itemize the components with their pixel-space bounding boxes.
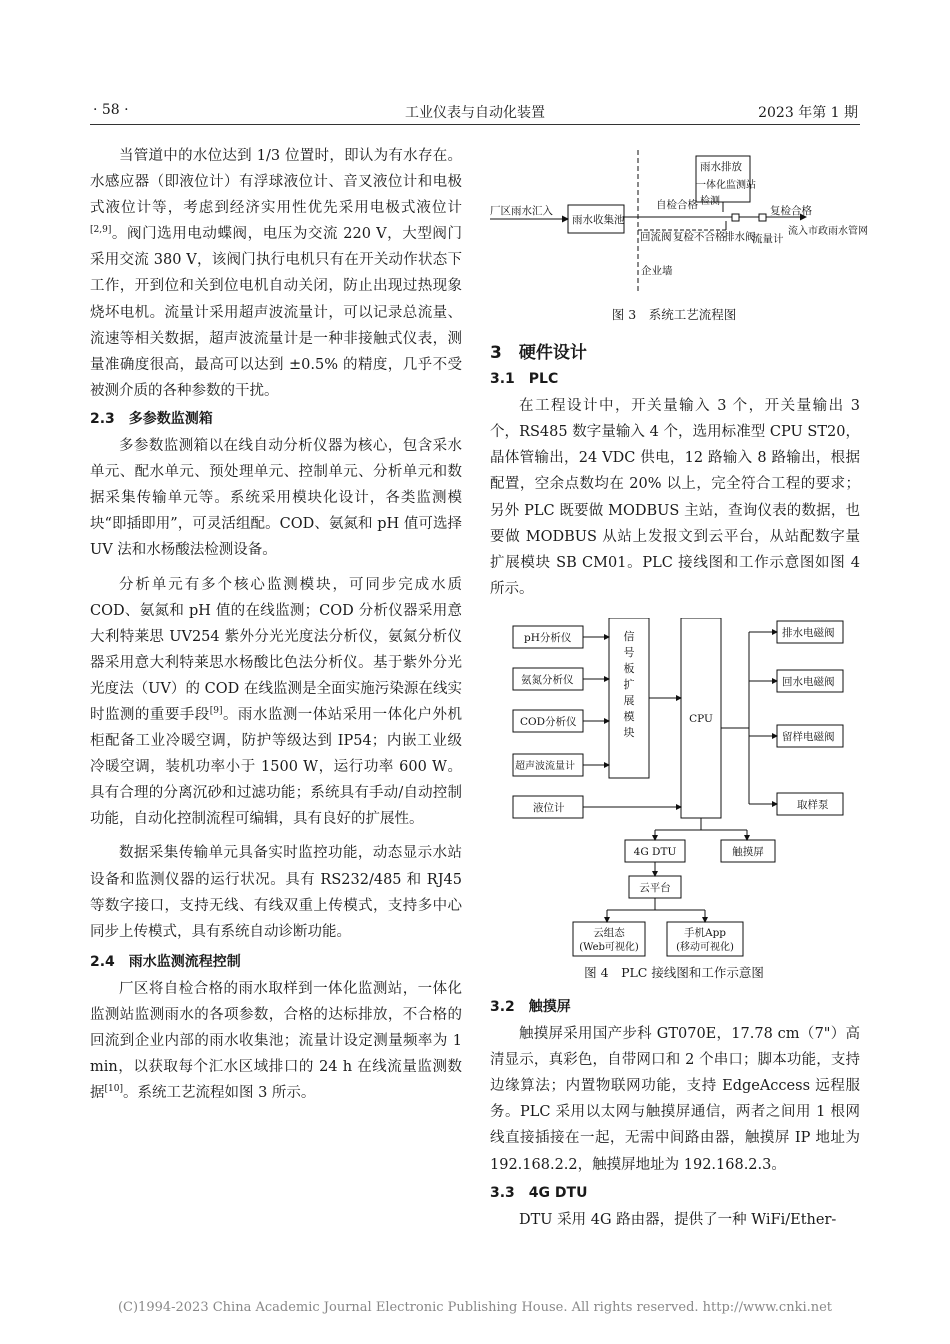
copyright-footer: (C)1994-2023 China Academic Journal Electronic Publishing House. All rights reserved. http://www.cnki.net <box>117 1300 833 1315</box>
section-2-4-heading: 2.4 雨水监测流程控制 <box>90 953 241 970</box>
paragraph: 数据采集传输单元具备实时监控功能，动态显示水站设备和监测仪器的运行状况。具有 RS232/485 和 RJ45 等数字接口，支持无线、有线双重上传模式，支持多中心同步上传模式，具有系统自动诊断功能。 <box>90 845 462 940</box>
journal-title: 工业仪表与自动化装置 <box>405 105 545 121</box>
signal-board-label: 信号板扩展模块 <box>623 630 635 739</box>
ultrasonic-flowmeter-label: 超声波流量计 <box>515 761 575 772</box>
section-3-heading: 3 硬件设计 <box>490 343 587 363</box>
figure-3-caption: 图 3 系统工艺流程图 <box>611 307 737 322</box>
section-2-3-heading: 2.3 多参数监测箱 <box>90 410 213 427</box>
paragraph: 触摸屏采用国产步科 GT070E，17.78 cm（7"）高清显示，真彩色，自带网口和 2 个串口；脚本功能，支持边缘算法；内置物联网功能，支持 EdgeAccess 远程服务。PLC 采用以太网与触摸屏通信，两者之间用 1 根网线直接插接在一起，无需中间路由器，触摸屏 IP 地址为 192.168.2.2，触摸屏地址为 192.168.2.3。 <box>490 1026 860 1173</box>
section-3-2-heading: 3.2 触摸屏 <box>490 999 571 1015</box>
ammonia-analyzer-label: 氨氮分析仪 <box>521 674 574 686</box>
paragraph: DTU 采用 4G 路由器，提供了一种 WiFi/Ether- <box>519 1211 837 1228</box>
inlet-label: 厂区雨水汇入 <box>490 205 553 217</box>
cloud-label: 云平台 <box>639 882 671 894</box>
pool-label: 雨水收集池 <box>572 214 625 226</box>
app-view-label-2: (移动可视化) <box>676 942 734 953</box>
page-number: · 58 · <box>93 102 129 118</box>
left-column <box>90 143 462 1106</box>
touchscreen-label: 触摸屏 <box>732 846 764 858</box>
wall-label: 企业墙 <box>641 265 673 277</box>
dtu-label: 4G DTU <box>633 846 677 858</box>
station-label-2: 一体化监测站 <box>696 180 756 191</box>
detect-label: 检测 <box>700 196 720 207</box>
ph-analyzer-label: pH分析仪 <box>524 632 572 644</box>
drain-valve-label: 排水阀 <box>724 231 756 243</box>
web-view-label-2: (Web可视化) <box>579 942 639 953</box>
sample-valve-label: 留样电磁阀 <box>782 731 835 743</box>
right-column-bottom <box>490 992 860 1233</box>
outlet-label: 流入市政雨水管网 <box>788 226 868 237</box>
backflow-valve-label: 回流阀 <box>640 231 672 243</box>
pump-label: 取样泵 <box>797 799 829 811</box>
self-ok-label: 自检合格 <box>656 199 698 211</box>
cpu-label: CPU <box>689 713 713 725</box>
station-label-1: 雨水排放 <box>700 161 742 173</box>
right-column-top <box>490 340 860 602</box>
paragraph: 当管道中的水位达到 1/3 位置时，即认为有水存在。水感应器（即液位计）有浮球液位计、音叉液位计和电极式液位计等，考虑到经济实用性优先采用电极式液位计[2,9]。阀门选用电动蝶阀，电压为交流 220 V，大型阀门采用交流 380 V，该阀门执行电机只有在开关动作状态下工作，开到位和关到位电机自动关闭，防止出现过热现象烧坏电机。流量计采用超声波流量计，可以记录总流量、流速等相关数据，超声波流量计是一种非接触式仪表，测量准确度很高，最高可以达到 ±0.5% 的精度，几乎不受被测介质的各种参数的干扰。 <box>90 148 462 399</box>
figure-4-caption: 图 4 PLC 接线图和工作示意图 <box>584 965 764 980</box>
section-3-3-heading: 3.3 4G DTU <box>490 1184 588 1201</box>
drain-valve-symbol <box>732 214 739 221</box>
header-rule <box>90 124 860 125</box>
figure-4-plc-diagram <box>505 618 855 958</box>
paragraph: 厂区将自检合格的雨水取样到一体化监测站，一体化监测站监测雨水的各项参数，合格的达标排放，不合格的回流到企业内部的雨水收集池；流量计设定测量频率为 1 min，以获取每个汇水区域排口的 24 h 在线流量监测数据[10]。系统工艺流程如图 3 所示。 <box>90 980 462 1102</box>
app-view-label-1: 手机App <box>683 927 727 939</box>
figure-3-flowchart <box>488 142 868 322</box>
recheck-ok-label: 复检合格 <box>770 205 812 217</box>
paragraph: 在工程设计中，开关量输入 3 个，开关量输出 3 个，RS485 数字量输入 4 个，选用标准型 CPU ST20，晶体管输出，24 VDC 供电，12 路输入 8 路输出，根据配置，空余点数均在 20% 以上，完全符合工程的要求；另外 PLC 既要做 MODBUS 主站，查询仪表的数据，也要做 MODBUS 从站上发报文到云平台，从站配数字量扩展模块 SB CM01。PLC 接线图和工作示意图如图 4 所示。 <box>490 398 860 597</box>
paragraph: 分析单元有多个核心监测模块，可同步完成水质 COD、氨氮和 pH 值的在线监测；COD 分析仪器采用意大利特莱思 UV254 紫外分光光度法分析仪，氨氮分析仪器采用意大利特莱思水杨酸比色法分析仪。基于紫外分光光度法（UV）的 COD 在线监测是全面实施污染源在线实时监测的重要手段[9]。雨水监测一体站采用一体化户外机柜配备工业冷暖空调，防护等级达到 IP54；内嵌工业级冷暖空调，装机功率小于 1500 W，运行功率 600 W。具有合理的分离沉砂和过滤功能；系统具有手动/自动控制功能，自动化控制流程可编辑，具有良好的扩展性。 <box>90 576 462 828</box>
back-valve-label: 回水电磁阀 <box>782 676 835 688</box>
web-view-label-1: 云组态 <box>593 927 625 939</box>
section-3-1-heading: 3.1 PLC <box>490 371 559 388</box>
paragraph: 多参数监测箱以在线自动分析仪器为核心，包含采水单元、配水单元、预处理单元、控制单元、分析单元和数据采集传输单元等。系统采用模块化设计，各类监测模块“即插即用”，可灵活组配。COD、氨氮和 pH 值可选择 UV 法和水杨酸法检测设备。 <box>90 438 462 559</box>
recheck-fail-label: 复检不合格 <box>673 231 726 243</box>
cod-analyzer-label: COD分析仪 <box>520 716 577 728</box>
drain-valve-label: 排水电磁阀 <box>782 627 835 639</box>
flowmeter-label: 流量计 <box>752 233 784 245</box>
issue-label: 2023 年第 1 期 <box>758 105 858 121</box>
level-meter-label: 液位计 <box>533 802 565 814</box>
flowmeter-symbol <box>759 214 766 221</box>
